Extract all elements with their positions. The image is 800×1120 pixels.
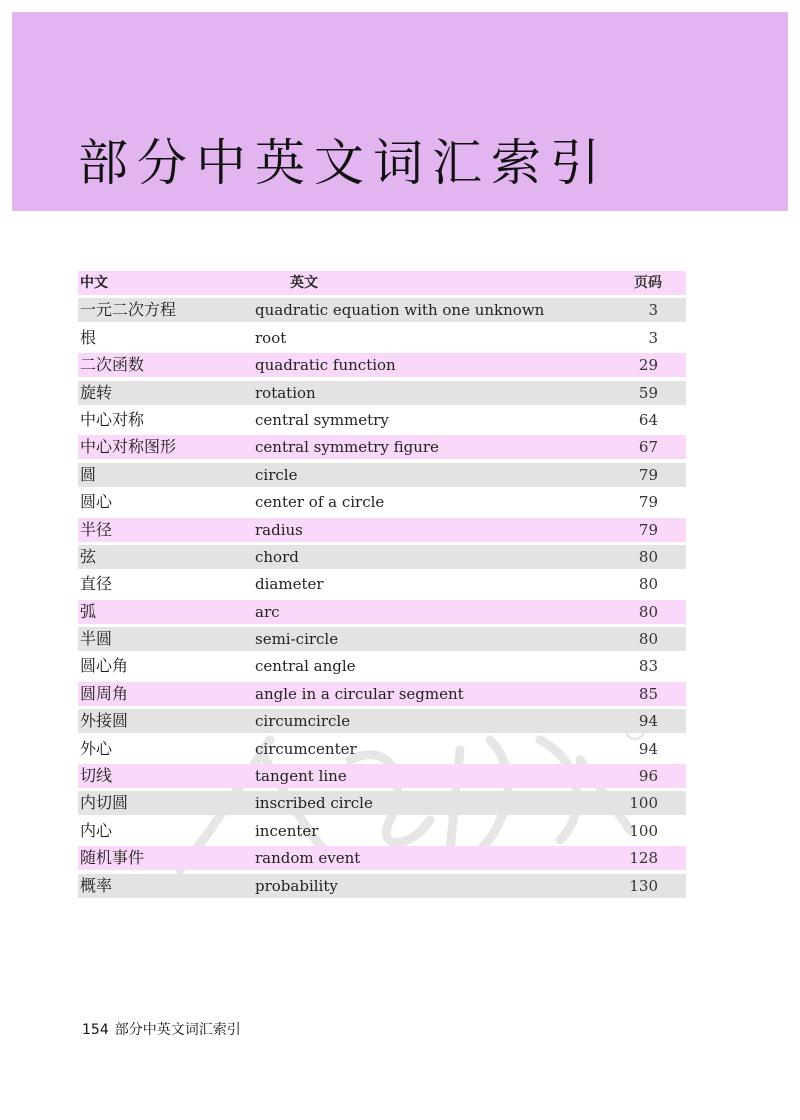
term-chinese: 外心	[80, 738, 113, 758]
term-english: circumcenter	[255, 739, 357, 758]
header-chinese: 中文	[80, 275, 108, 291]
table-row	[78, 600, 686, 624]
term-english: rotation	[255, 383, 316, 402]
term-page: 3	[648, 301, 658, 320]
table-row	[78, 819, 686, 843]
term-page: 130	[629, 876, 658, 895]
header-page: 页码	[634, 275, 662, 291]
table-row	[78, 381, 686, 405]
term-english: quadratic equation with one unknown	[255, 301, 545, 320]
term-chinese: 中心对称	[80, 409, 145, 429]
table-row	[78, 737, 686, 761]
table-row	[78, 353, 686, 377]
term-page: 85	[638, 684, 658, 703]
term-english: probability	[255, 876, 338, 895]
term-chinese: 弦	[80, 546, 97, 566]
term-english: radius	[255, 520, 303, 539]
term-page: 80	[638, 630, 658, 649]
term-chinese: 半径	[80, 519, 113, 539]
term-chinese: 圆心	[80, 492, 113, 512]
table-row	[78, 791, 686, 815]
term-page: 128	[629, 849, 658, 868]
footer-section-title: 部分中英文词汇索引	[114, 1022, 241, 1038]
term-page: 83	[638, 657, 658, 676]
term-page: 100	[629, 821, 658, 840]
term-page: 3	[648, 328, 658, 347]
term-chinese: 概率	[80, 875, 113, 895]
term-english: central symmetry figure	[255, 438, 439, 457]
term-english: circle	[255, 465, 298, 484]
term-english: diameter	[255, 575, 324, 594]
term-chinese: 直径	[80, 574, 113, 594]
term-chinese: 根	[80, 327, 97, 347]
table-row	[78, 572, 686, 596]
page-title: 部分中英文词汇索引	[78, 134, 609, 192]
term-chinese: 内切圆	[80, 793, 129, 813]
term-page: 94	[638, 712, 658, 731]
table-row	[78, 408, 686, 432]
term-chinese: 切线	[80, 766, 113, 786]
term-page: 79	[638, 520, 658, 539]
term-chinese: 圆	[80, 464, 97, 484]
term-chinese: 旋转	[80, 382, 113, 402]
table-row	[78, 490, 686, 514]
term-chinese: 半圆	[80, 629, 113, 649]
table-header-row	[78, 271, 686, 295]
term-english: tangent line	[255, 767, 347, 786]
term-page: 59	[638, 383, 658, 402]
table-row	[78, 709, 686, 733]
table-row	[78, 846, 686, 870]
term-english: semi-circle	[255, 630, 339, 649]
term-chinese: 中心对称图形	[80, 437, 177, 457]
table-row	[78, 627, 686, 651]
term-english: quadratic function	[255, 356, 396, 375]
term-page: 100	[629, 794, 658, 813]
term-english: random event	[255, 849, 361, 868]
term-chinese: 一元二次方程	[80, 300, 177, 320]
term-chinese: 弧	[80, 601, 97, 621]
term-page: 80	[638, 547, 658, 566]
term-chinese: 二次函数	[80, 355, 145, 375]
footer-page-number: 154	[82, 1022, 109, 1038]
term-english: central symmetry	[255, 410, 389, 429]
table-row	[78, 326, 686, 350]
term-english: incenter	[255, 821, 319, 840]
term-page: 80	[638, 575, 658, 594]
term-english: chord	[255, 547, 299, 566]
term-chinese: 圆周角	[80, 683, 129, 703]
term-english: central angle	[255, 657, 356, 676]
header-english: 英文	[290, 275, 318, 291]
vocabulary-index-table	[78, 271, 686, 901]
term-chinese: 随机事件	[80, 848, 145, 868]
term-page: 96	[638, 767, 658, 786]
page-footer	[82, 1019, 241, 1039]
term-english: inscribed circle	[255, 794, 373, 813]
table-row	[78, 545, 686, 569]
term-page: 80	[638, 602, 658, 621]
term-page: 79	[638, 465, 658, 484]
term-page: 64	[638, 410, 658, 429]
table-row	[78, 764, 686, 788]
term-english: center of a circle	[255, 493, 385, 512]
table-row	[78, 874, 686, 898]
term-page: 29	[638, 356, 658, 375]
table-row	[78, 435, 686, 459]
term-page: 67	[638, 438, 658, 457]
table-row	[78, 463, 686, 487]
table-row	[78, 518, 686, 542]
term-english: angle in a circular segment	[255, 684, 464, 703]
term-page: 94	[638, 739, 658, 758]
term-chinese: 外接圆	[80, 711, 129, 731]
term-english: arc	[255, 602, 280, 621]
table-row	[78, 298, 686, 322]
term-chinese: 内心	[80, 820, 113, 840]
term-english: circumcircle	[255, 712, 351, 731]
term-chinese: 圆心角	[80, 656, 129, 676]
table-row	[78, 682, 686, 706]
table-row	[78, 654, 686, 678]
term-english: root	[255, 328, 287, 347]
term-page: 79	[638, 493, 658, 512]
